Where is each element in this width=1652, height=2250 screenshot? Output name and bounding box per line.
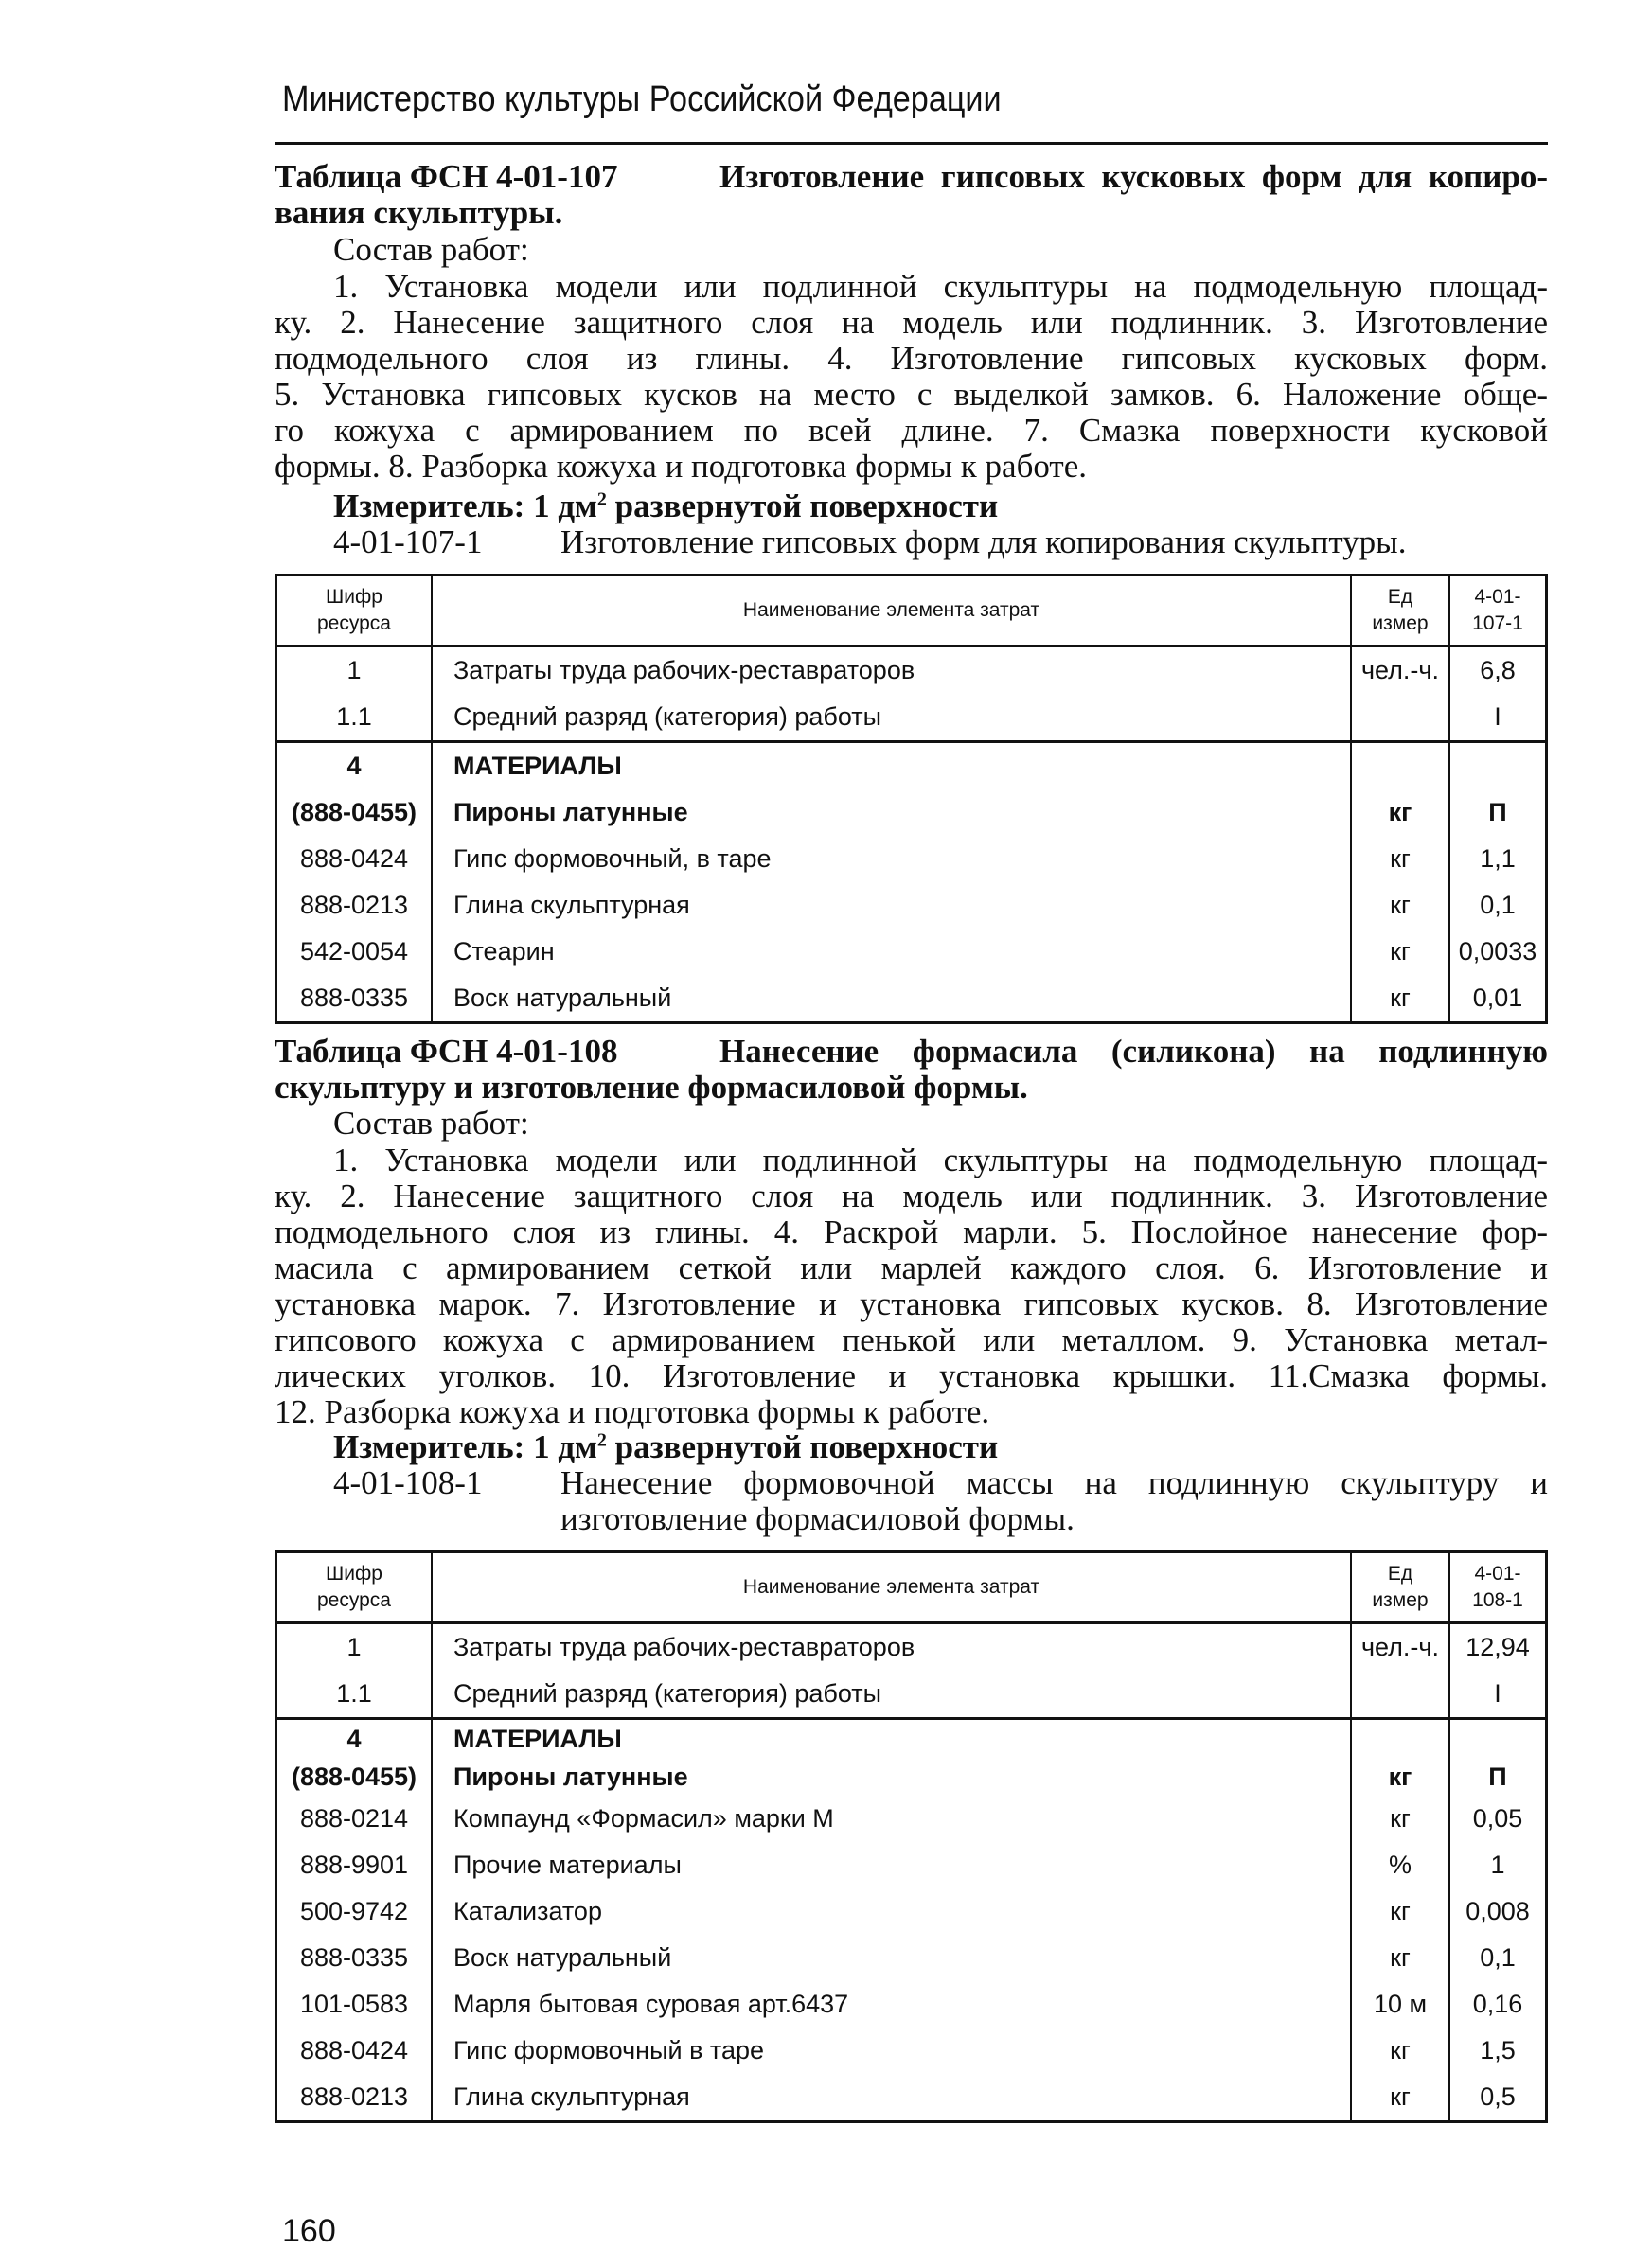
work-line: подмодельного слоя из глины. 4. Раскрой марли. 5. Послойное нанесение фор- xyxy=(275,1214,1548,1250)
work-line: установка марок. 7. Изготовление и установка гипсовых кусков. 8. Изготовление xyxy=(275,1285,1548,1322)
work-line: гипсового кожуха с армированием пенькой или металлом. 9. Установка метал- xyxy=(275,1321,1548,1358)
work-label: Состав работ: xyxy=(333,1105,529,1142)
running-header: Министерство культуры Российской Федерации xyxy=(282,80,1002,119)
table-row: 888-9901 Прочие материалы % 1 xyxy=(276,1842,1547,1888)
work-line: 12. Разборка кожуха и подготовка формы к работе. xyxy=(275,1393,990,1430)
table-row: (888-0455) Пироны латунные кг П xyxy=(276,1758,1547,1796)
title-text: Изготовление гипсовых кусковых форм для копиро- xyxy=(719,158,1548,195)
title-continuation: вания скульптуры. xyxy=(275,194,563,231)
title-continuation: скульптуру и изготовление формасиловой формы. xyxy=(275,1069,1028,1106)
header-unit: Ед измер xyxy=(1351,576,1449,647)
table-row: 4 МАТЕРИАЛЫ xyxy=(276,1719,1547,1759)
header-code: Шифр ресурса xyxy=(276,1552,433,1623)
table-name: Таблица ФСН 4-01-107 xyxy=(275,158,618,195)
table-row: 500-9742 Катализатор кг 0,008 xyxy=(276,1888,1547,1935)
section-title xyxy=(275,1034,1548,1106)
table-row: 888-0424 Гипс формовочный, в таре кг 1,1 xyxy=(276,836,1547,882)
document-page xyxy=(275,0,1548,2249)
table-row: 888-0214 Компаунд «Формасил» марки М кг 0,05 xyxy=(276,1796,1547,1842)
table-row: 1.1 Средний разряд (категория) работы I xyxy=(276,1671,1547,1719)
header-value: 4-01- 108-1 xyxy=(1449,1552,1547,1623)
header-name: Наименование элемента затрат xyxy=(432,576,1351,647)
work-line: 1. Установка модели или подлинной скульптуры на подмодельную площад- xyxy=(333,268,1548,305)
resource-table xyxy=(275,574,1548,1024)
header-unit: Ед измер xyxy=(1351,1552,1449,1623)
work-line: ку. 2. Нанесение защитного слоя на модель или подлинник. 3. Изготовление xyxy=(275,1178,1548,1214)
resource-table xyxy=(275,1550,1548,2123)
table-header-row xyxy=(276,576,1547,647)
norm-description: Нанесение формовочной массы на подлинную скульптуру и изготовление формасиловой формы. xyxy=(560,1464,1548,1537)
work-line: подмодельного слоя из глины. 4. Изготовление гипсовых кусковых форм. xyxy=(275,340,1548,377)
header-rule xyxy=(275,142,1548,145)
table-row: 888-0335 Воск натуральный кг 0,01 xyxy=(276,975,1547,1023)
table-row: 1 Затраты труда рабочих-реставраторов чел.-ч. 6,8 xyxy=(276,647,1547,695)
table-row: 4 МАТЕРИАЛЫ xyxy=(276,742,1547,790)
table-row: 1 Затраты труда рабочих-реставраторов чел.-ч. 12,94 xyxy=(276,1623,1547,1672)
table-row: 888-0335 Воск натуральный кг 0,1 xyxy=(276,1935,1547,1981)
table-row: 888-0213 Глина скульптурная кг 0,1 xyxy=(276,882,1547,929)
table-name: Таблица ФСН 4-01-108 xyxy=(275,1033,618,1070)
table-row: 101-0583 Марля бытовая суровая арт.6437 10 м 0,16 xyxy=(276,1981,1547,2028)
header-name: Наименование элемента затрат xyxy=(432,1552,1351,1623)
table-row: 888-0424 Гипс формовочный в таре кг 1,5 xyxy=(276,2028,1547,2074)
table-header-row xyxy=(276,1552,1547,1623)
work-label: Состав работ: xyxy=(333,231,529,268)
table-row: 1.1 Средний разряд (категория) работы I xyxy=(276,694,1547,742)
norm-description: Изготовление гипсовых форм для копирования скульптуры. xyxy=(560,523,1407,560)
work-description xyxy=(275,269,1548,485)
header-value: 4-01- 107-1 xyxy=(1449,576,1547,647)
norm-code: 4-01-107-1 xyxy=(333,523,483,560)
page-number: 160 xyxy=(282,2213,336,2249)
norm-code: 4-01-108-1 xyxy=(333,1464,483,1501)
work-line: го кожуха с армированием по всей длине. 7. Смазка поверхности кусковой xyxy=(275,412,1548,449)
work-description xyxy=(275,1143,1548,1430)
measurement-unit: Измеритель: 1 $дм^2$ развернутой поверхности xyxy=(333,1428,999,1465)
table-row: (888-0455) Пироны латунные кг П xyxy=(276,789,1547,836)
measurement-unit: Измеритель: 1 $дм^2$ развернутой поверхности xyxy=(333,487,999,524)
work-line: масила с армированием сеткой или марлей каждого слоя. 6. Изготовление и xyxy=(275,1249,1548,1286)
work-line: ку. 2. Нанесение защитного слоя на модель или подлинник. 3. Изготовление xyxy=(275,304,1548,341)
work-line: 1. Установка модели или подлинной скульптуры на подмодельную площад- xyxy=(333,1142,1548,1178)
work-line: 5. Установка гипсовых кусков на место с выделкой замков. 6. Наложение обще- xyxy=(275,376,1548,413)
work-line: лических уголков. 10. Изготовление и установка крышки. 11.Смазка формы. xyxy=(275,1357,1548,1394)
title-text: Нанесение формасила (силикона) на подлинную xyxy=(719,1033,1548,1070)
header-code: Шифр ресурса xyxy=(276,576,433,647)
work-line: формы. 8. Разборка кожуха и подготовка формы к работе. xyxy=(275,448,1087,485)
table-row: 888-0213 Глина скульптурная кг 0,5 xyxy=(276,2074,1547,2122)
section-title xyxy=(275,159,1548,231)
table-row: 542-0054 Стеарин кг 0,0033 xyxy=(276,929,1547,975)
